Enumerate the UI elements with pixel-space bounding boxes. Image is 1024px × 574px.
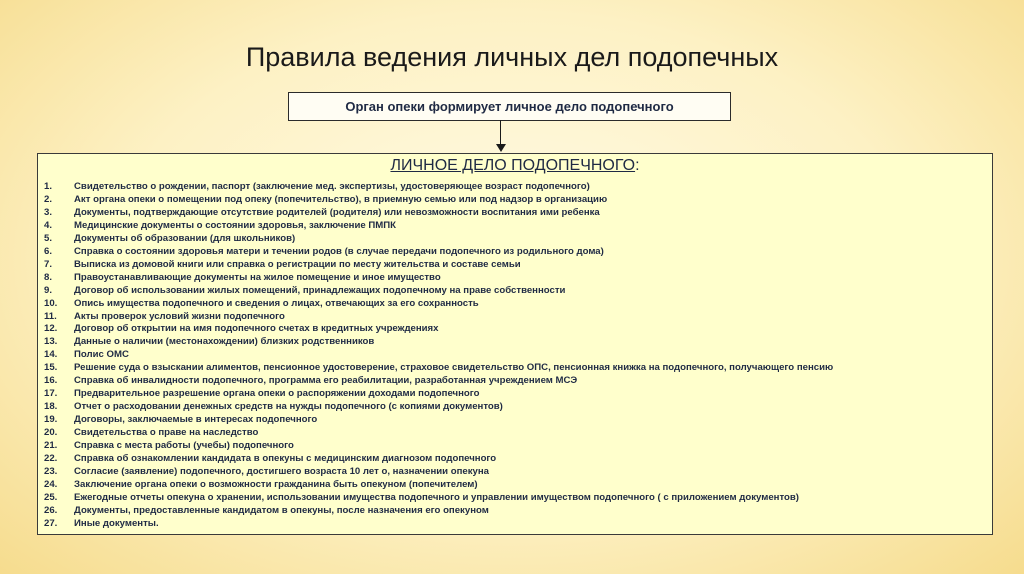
- list-item-number: 13.: [44, 336, 58, 348]
- list-item: [44, 336, 984, 349]
- list-item-text: Договоры, заключаемые в интересах подопечного: [74, 414, 318, 426]
- list-item-text: Свидетельство о рождении, паспорт (заключение мед. экспертизы, удостоверяющее возраст подопечного): [74, 181, 590, 192]
- list-item-number: 1.: [44, 181, 53, 192]
- list-item-number: 25.: [44, 491, 58, 503]
- list-item: [44, 505, 984, 518]
- list-item-text: Решение суда о взыскании алиментов, пенсионное удостоверение, страховое свидетельство ОПС, пенсионная книжка на подопечного, получающего пенсию: [74, 362, 834, 374]
- list-item-text: Заключение органа опеки о возможности гражданина быть опекуном (попечителем): [74, 478, 478, 490]
- top-box: Орган опеки формирует личное дело подопечного: [288, 92, 731, 121]
- list-item-number: 9.: [44, 284, 53, 296]
- list-item-number: 22.: [44, 453, 58, 465]
- list-item: [44, 285, 984, 298]
- list-item: [44, 362, 984, 375]
- connector-arrow: [500, 120, 501, 145]
- list-item-text: Опись имущества подопечного и сведения о лицах, отвечающих за его сохранность: [74, 297, 479, 309]
- list-item-number: 11.: [44, 310, 57, 322]
- list-item-text: Отчет о расходовании денежных средств на нужды подопечного (с копиями документов): [74, 401, 503, 413]
- list-item: [44, 427, 984, 440]
- list-item: [44, 272, 984, 285]
- list-item: [44, 349, 984, 362]
- list-item-text: Справка с места работы (учебы) подопечного: [74, 440, 294, 452]
- list-item-text: Данные о наличии (местонахождении) близких родственников: [74, 336, 375, 348]
- list-item: [44, 466, 984, 479]
- list-item-text: Справка об ознакомлении кандидата в опекуны с медицинским диагнозом подопечного: [74, 453, 497, 465]
- list-item-number: 8.: [44, 271, 53, 283]
- list-item: [44, 440, 984, 453]
- list-item: [44, 492, 984, 505]
- list-item-text: Свидетельства о праве на наследство: [74, 427, 259, 439]
- list-item-text: Акт органа опеки о помещении под опеку (попечительство), в приемную семью или под надзор в организацию: [74, 193, 608, 205]
- list-item: [44, 388, 984, 401]
- list-item: [44, 181, 984, 194]
- list-item-text: Медицинские документы о состоянии здоровья, заключение ПМПК: [74, 219, 396, 231]
- list-item: [44, 375, 984, 388]
- list-item-text: Иные документы.: [74, 517, 159, 529]
- list-item-number: 18.: [44, 401, 58, 413]
- personal-file-box: [37, 153, 993, 535]
- list-item-text: Согласие (заявление) подопечного, достигшего возраста 10 лет о, назначении опекуна: [74, 465, 489, 477]
- list-item: [44, 207, 984, 220]
- list-item: [44, 194, 984, 207]
- list-item: [44, 479, 984, 492]
- list-item-number: 19.: [44, 414, 58, 426]
- list-item-number: 24.: [44, 478, 58, 490]
- list-item: [44, 246, 984, 259]
- list-item-number: 6.: [44, 245, 53, 257]
- list-item-number: 15.: [44, 362, 58, 374]
- list-item-text: Предварительное разрешение органа опеки о распоряжении доходами подопечного: [74, 388, 480, 400]
- box-heading-text: ЛИЧНОЕ ДЕЛО ПОДОПЕЧНОГО: [390, 157, 636, 174]
- list-item-number: 14.: [44, 349, 58, 361]
- list-item-number: 4.: [44, 219, 53, 231]
- list-item: [44, 453, 984, 466]
- list-item: [44, 414, 984, 427]
- box-heading-colon: :: [635, 157, 640, 174]
- list-item-text: Ежегодные отчеты опекуна о хранении, использовании имущества подопечного и управлении имуществом подопечного ( с приложением документов): [74, 491, 799, 503]
- list-item-text: Справка об инвалидности подопечного, программа его реабилитации, разработанная учреждением МСЭ: [74, 375, 578, 387]
- list-item-text: Полис ОМС: [74, 349, 129, 361]
- list-item-text: Документы об образовании (для школьников): [74, 232, 296, 244]
- list-item-number: 26.: [44, 504, 58, 516]
- list-item-number: 17.: [44, 388, 58, 400]
- list-item-number: 7.: [44, 258, 53, 270]
- list-item-text: Документы, предоставленные кандидатом в опекуны, после назначения его опекуном: [74, 504, 489, 516]
- list-item-text: Выписка из домовой книги или справка о регистрации по месту жительства и составе семьи: [74, 258, 521, 270]
- box-heading: [38, 157, 992, 175]
- list-item-text: Договор об открытии на имя подопечного счетах в кредитных учреждениях: [74, 323, 439, 335]
- list-item-number: 12.: [44, 323, 58, 335]
- list-item: [44, 233, 984, 246]
- slide-title: Правила ведения личных дел подопечных: [245, 42, 779, 72]
- list-item: [44, 311, 984, 324]
- list-item: [44, 518, 984, 531]
- list-item-text: Акты проверок условий жизни подопечного: [74, 310, 285, 322]
- list-item-text: Документы, подтверждающие отсутствие родителей (родителя) или невозможности воспитания ими ребенка: [74, 206, 600, 218]
- arrow-down-icon: [496, 144, 506, 152]
- list-item: [44, 323, 984, 336]
- list-item: [44, 259, 984, 272]
- list-item-number: 21.: [44, 440, 58, 452]
- list-item-number: 27.: [44, 517, 58, 529]
- list-item-number: 3.: [44, 206, 53, 218]
- document-list: [44, 181, 984, 531]
- list-item-text: Договор об использовании жилых помещений, принадлежащих подопечному на праве собственности: [74, 284, 566, 296]
- list-item-number: 23.: [44, 465, 58, 477]
- list-item-text: Правоустанавливающие документы на жилое помещение и иное имущество: [74, 271, 441, 283]
- list-item: [44, 401, 984, 414]
- list-item-number: 5.: [44, 232, 53, 244]
- list-item: [44, 298, 984, 311]
- list-item: [44, 220, 984, 233]
- list-item-number: 16.: [44, 375, 58, 387]
- list-item-number: 2.: [44, 193, 53, 205]
- list-item-number: 20.: [44, 427, 58, 439]
- list-item-number: 10.: [44, 297, 58, 309]
- list-item-text: Справка о состоянии здоровья матери и течении родов (в случае передачи подопечного из родильного дома): [74, 245, 604, 257]
